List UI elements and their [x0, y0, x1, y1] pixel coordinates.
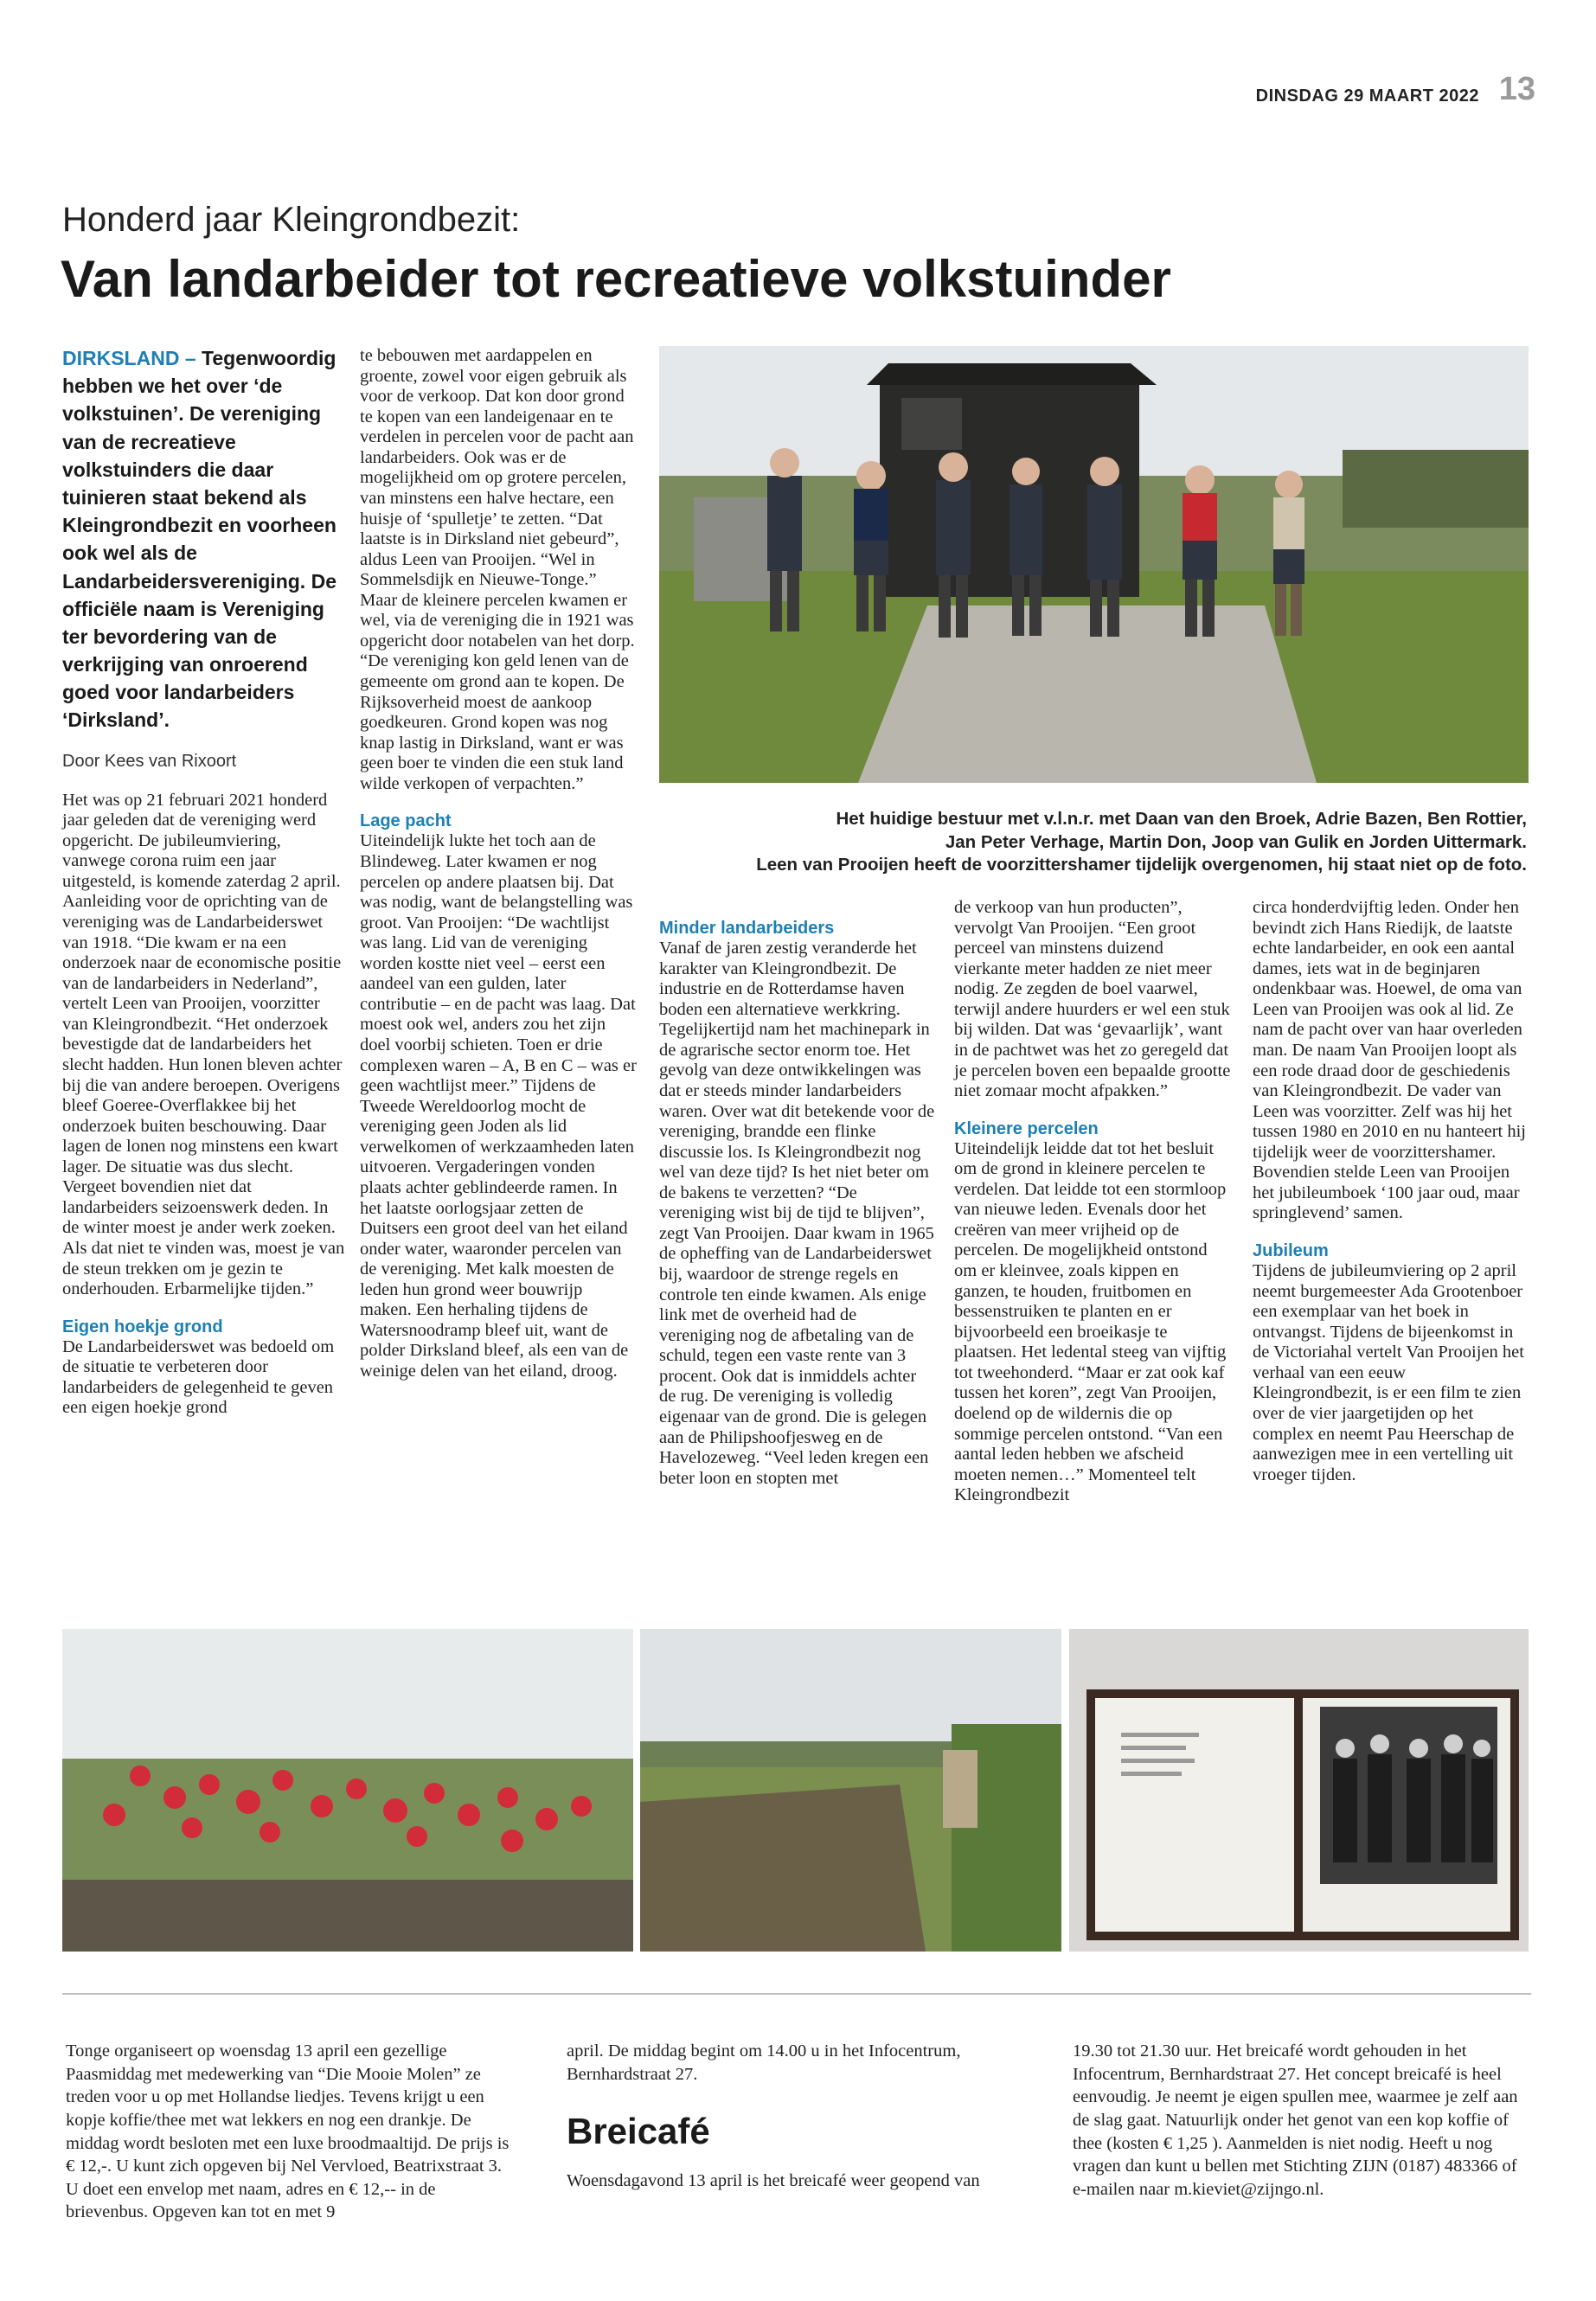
- paragraph: Woensdagavond 13 april is het breicafé weer geopend van: [567, 2170, 980, 2190]
- intro-text: Tegenwoordig hebben we het over ‘de volkstuinen’. De vereniging van de recreatieve volkstuinders die daar tuinieren staat bekend als Kleingrondbezit en voorheen ook wel als de Landarbeidersvereniging. De officiële naam is Vereniging ter bevordering van de verkrijging van onroerend goed voor landarbeiders ‘Dirksland’.: [62, 347, 337, 732]
- bottom-column-3: [1073, 2040, 1527, 2201]
- subheading-jubileum: Jubileum: [1253, 1241, 1329, 1260]
- subheading-kleinere-percelen: Kleinere percelen: [954, 1118, 1099, 1138]
- section-divider: [62, 1993, 1531, 1995]
- paragraph: Vanaf de jaren zestig veranderde het karakter van Kleingrondbezit. De industrie en de Rotterdamse haven boden een alternatieve werkkring. Tegelijkertijd nam het machinepark in de agrarische sector enorm toe. Het gevolg van deze ontwikkelingen was dat er steeds minder landarbeiders waren. Over wat dit betekende voor de vereniging, brandde een flinke discussie los. Is Kleingrondbezit nog wel van deze tijd? Is het niet beter om de bakens te verzetten? “De vereniging wist bij de tijd te blijven”, zegt Van Prooijen. Daar kwam in 1965 de opheffing van de Landarbeiderswet bij, waardoor de strenge regels en controle ten einde kwamen. Als enige link met de overheid had de vereniging nog de afbetaling van de schuld, tegen een vaste rente van 3 procent. Ook dat is inmiddels achter de rug. De vereniging is volledig eigenaar van de grond. Die is gelegen aan de Philipshoofjesweg en de Havelozeweg. “Veel leden kregen een beter loon en stopten met: [659, 939, 935, 1488]
- column-1: [62, 344, 348, 1419]
- paragraph: Tonge organiseert op woensdag 13 april een gezellige Paasmiddag met medewerking van “Die Mooie Molen” ze treden voor u op met Hollandse liedjes. Tevens krijgt u een kopje koffie/thee met wat lekkers en nog een drankje. De middag wordt besloten met een luxe broodmaaltijd. De prijs is € 12,-. U kunt zich opgeven bij Nel Vervloed, Beatrixstraat 3. U doet een envelop met naam, adres en € 12,-- in de brievenbus. Opgeven kan tot en met 9: [66, 2041, 510, 2222]
- caption-line: Leen van Prooijen heeft de voorzittershamer tijdelijk overgenomen, hij staat niet op de foto.: [756, 855, 1527, 875]
- bottom-column-1: [66, 2040, 516, 2224]
- breicafe-heading: Breicafé: [567, 2111, 710, 2152]
- photo-garden-plots: [640, 1629, 1061, 1952]
- paragraph: april. De middag begint om 14.00 u in het Infocentrum, Bernhardstraat 27.: [567, 2041, 961, 2084]
- header-date: DINSDAG 29 MAART 2022: [1255, 87, 1479, 106]
- column-5: [1253, 898, 1529, 1485]
- article-intro: [62, 344, 348, 734]
- photo-caption: [756, 808, 1527, 877]
- column-3: [659, 901, 936, 1489]
- paragraph: Tijdens de jubileumviering op 2 april neemt burgemeester Ada Grootenboer een exemplaar van het boek in ontvangst. Tijdens de bijeenkomst in de Victoriahal vertelt Van Prooijen het verhaal van een eeuw Kleingrondbezit, is er een film te zien over de vier jaargetijden op het complex en neemt Pau Heerschap de aanwezigen mee in een vertelling uit vroeger tijden.: [1253, 1261, 1524, 1484]
- paragraph: De Landarbeiderswet was bedoeld om de situatie te verbeteren door landarbeiders de gelegenheid te geven een eigen hoekje grond: [62, 1336, 335, 1418]
- paragraph: circa honderdvijftig leden. Onder hen bevindt zich Hans Riedijk, de laatste echte landarbeider, en ook een aantal dames, iets wat in de beginjaren ondenkbaar was. Hoewel, de oma van Leen van Prooijen was ook al lid. Ze nam de pacht over van haar overleden man. De naam Van Prooijen loopt als een rode draad door de geschiedenis van Kleingrondbezit. De vader van Leen was voorzitter. Zelf was hij het tussen 1980 en 2010 en nu hanteert hij tijdelijk weer de voorzittershamer. Bovendien stelde Leen van Prooijen het jubileumboek ‘100 jaar oud, maar springlevend’ samen.: [1253, 898, 1526, 1223]
- article-kicker: Honderd jaar Kleingrondbezit:: [62, 201, 521, 239]
- dateline-place: DIRKSLAND –: [62, 347, 196, 369]
- paragraph: 19.30 tot 21.30 uur. Het breicafé wordt gehouden in het Infocentrum, Bernhardstraat 27. Het concept breicafé is heel eenvoudig. Je neemt je eigen spullen mee, waarmee je zelf aan de slag gaat. Natuurlijk onder het genot van een kop koffie of thee (kosten € 1,25 ). Aanmelden is niet nodig. Heeft u nog vragen dan kunt u bellen met Stichting ZIJN (0187) 483366 of e-mailen naar m.kieviet@zijngo.nl.: [1073, 2041, 1518, 2199]
- subheading-minder-landarbeiders: Minder landarbeiders: [659, 919, 835, 938]
- column-2: [360, 346, 637, 1382]
- paragraph: Uiteindelijk leidde dat tot het besluit om de grond in kleinere percelen te verdelen. Dat leidde tot een stormloop van nieuwe leden. Evenals door het creëren van meer vrijheid op de percelen. De mogelijkheid ontstond om er kleinvee, zoals kippen en ganzen, te houden, fruitbomen en bessenstruiken te planten en er bijvoorbeeld een broeikasje te plaatsen. Het ledental steeg van vijftig tot tweehonderd. “Maar er zat ook kaf tussen het koren”, zegt Van Prooijen, doelend op de wildernis die op sommige percelen ontstond. “Van een aantal leden hebben we afscheid moeten nemen…” Momenteel telt Kleingrondbezit: [954, 1138, 1227, 1505]
- paragraph: Het was op 21 februari 2021 honderd jaar geleden dat de vereniging werd opgericht. De jubileumviering, vanwege corona ruim een jaar uitgesteld, is komende zaterdag 2 april. Aanleiding voor de oprichting van de vereniging was de Landarbeiderswet van 1918. “Die kwam er na een onderzoek naar de economische positie van de landarbeiders in Nederland”, vertelt Leen van Prooijen, voorzitter van Kleingrondbezit. “Het onderzoek bevestigde dat de landarbeiders het slecht hadden. Hun lonen bleven achter bij die van andere beroepen. Overigens bleef Goeree-Overflakkee bij het onderzoek buiten beschouwing. Daar lagen de lonen nog minstens een kwart lager. De situatie was dus slecht. Vergeet bovendien niet dat landarbeiders seizoenswerk deden. In de winter moest je ander werk zoeken. Als dat niet te vinden was, moest je van de steun trekken om je gezin te onderhouden. Erbarmelijke tijden.”: [62, 790, 345, 1299]
- page-number: 13: [1498, 71, 1535, 107]
- photo-historic-album: [1069, 1629, 1529, 1952]
- article-headline: Van landarbeider tot recreatieve volkstuinder: [61, 250, 1171, 308]
- column-4: [954, 898, 1231, 1506]
- paragraph: Uiteindelijk lukte het toch aan de Blindeweg. Later kwamen er nog percelen op andere plaatsen bij. Dat was nodig, want de belangstelling was groot. Van Prooijen: “De wachtlijst was lang. Lid van de vereniging worden kostte niet veel – eerst een aandeel van een gulden, later contributie – en de pacht was laag. Dat moest ook wel, anders zou het zijn doel voorbij schieten. Toen er drie complexen waren – A, B en C – was er geen wachtlijst meer.” Tijdens de Tweede Wereldoorlog mocht de vereniging geen Joden als lid verwelkomen of werkzaamheden laten uitvoeren. Vergaderingen vonden plaats achter geblindeerde ramen. In het laatste oorlogsjaar zetten de Duitsers een groot deel van het eiland onder water, waaronder percelen van de vereniging. Met kalk moesten de leden hun grond weer bouwrijp maken. Een herhaling tijdens de Watersnoodramp bleef uit, want de polder Dirksland bleef, als een van de weinige delen van het eiland, droog.: [360, 831, 637, 1381]
- subheading-eigen-hoekje: Eigen hoekje grond: [62, 1317, 223, 1336]
- paragraph: te bebouwen met aardappelen en groente, zowel voor eigen gebruik als voor de verkoop. Dat kon door grond te kopen van een landeigenaar en te verdelen in percelen voor de pacht aan landarbeiders. Ook was er de mogelijkheid om op grotere percelen, van minstens een halve hectare, een huisje of ‘spulletje’ te zetten. “Dat laatste is in Dirksland niet gebeurd”, aldus Leen van Prooijen. “Wel in Sommelsdijk en Nieuwe-Tonge.” Maar de kleinere percelen kwamen er wel, via de vereniging die in 1921 was opgericht door notabelen van het dorp. “De vereniging kon geld lenen van de gemeente om grond aan te kopen. De Rijksoverheid moest de aankoop goedkeuren. Grond kopen was nog knap lastig in Dirksland, want er was geen boer te vinden die een stuk land wilde verkopen of verpachten.”: [360, 346, 635, 793]
- caption-line: Jan Peter Verhage, Martin Don, Joop van Gulik en Jorden Uittermark.: [945, 831, 1527, 852]
- byline: Door Kees van Rixoort: [62, 751, 237, 771]
- subheading-lage-pacht: Lage pacht: [360, 811, 452, 831]
- bottom-column-2: [567, 2040, 1016, 2193]
- paragraph: de verkoop van hun producten”, vervolgt Van Prooijen. “Een groot perceel van minstens duizend vierkante meter hadden ze niet meer nodig. Ze zegden de boel vaarwel, terwijl andere huurders er wel een stuk bij wilden. Dat was ‘gevaarlijk’, want in de pachtwet was het zo geregeld dat je percelen boven een bepaalde grootte niet zomaar mocht afpakken.”: [954, 898, 1231, 1101]
- photo-poppies: [62, 1629, 633, 1952]
- photo-board-members: [659, 346, 1529, 783]
- caption-line: Het huidige bestuur met v.l.n.r. met Daan van den Broek, Adrie Bazen, Ben Rottier,: [836, 809, 1527, 829]
